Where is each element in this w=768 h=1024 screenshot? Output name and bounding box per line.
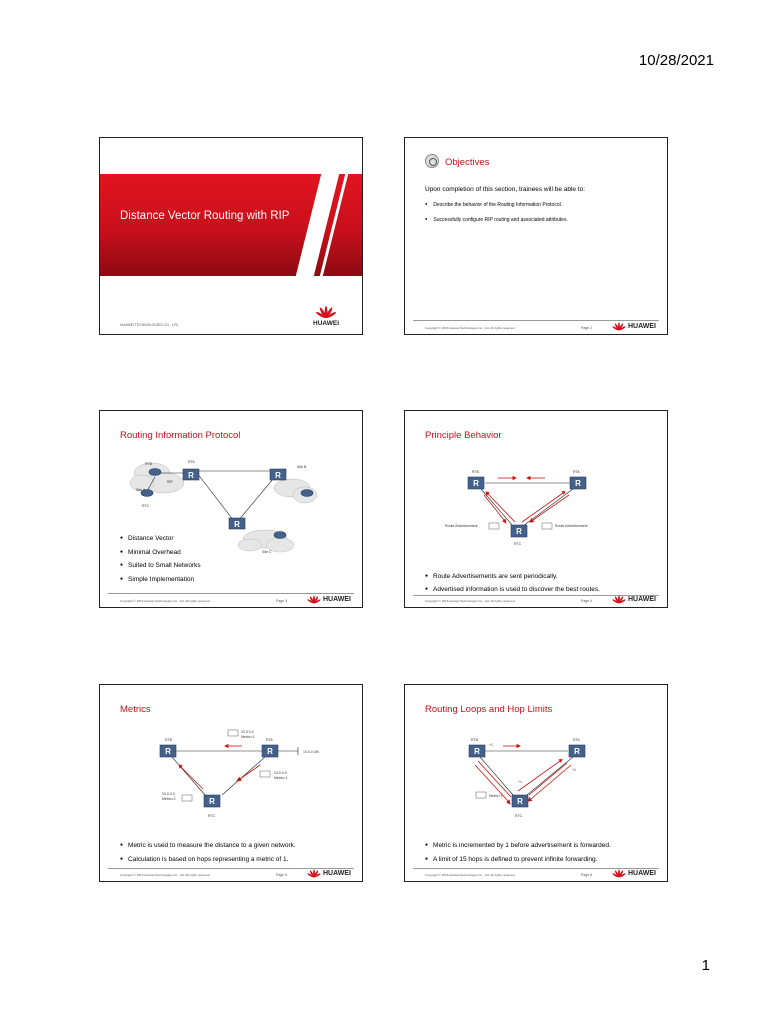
copyright: Copyright © 2016 Huawei Technologies Co., Ltd. All rights reserved. — [425, 873, 516, 877]
slide-page-number: Page 6 — [581, 873, 593, 877]
slide-6 — [404, 684, 668, 882]
huawei-logo — [611, 869, 657, 879]
bullet-item: ● Suited to Small Networks — [120, 562, 201, 569]
copyright: Copyright © 2016 Huawei Technologies Co., Ltd. All rights reserved. — [120, 599, 211, 603]
bullet-item: ● Successfully configure RIP routing and associated attributes. — [425, 217, 568, 223]
copyright: Copyright © 2016 Huawei Technologies Co., Ltd. All rights reserved. — [425, 599, 516, 603]
label-rtc: RTC — [514, 542, 522, 546]
huawei-logo-icon — [611, 595, 627, 605]
objectives-icon — [425, 154, 439, 168]
slide-title: Metrics — [120, 704, 151, 715]
label-plus-mid: +1 — [518, 780, 522, 784]
slide-title: Distance Vector Routing with RIP — [120, 210, 290, 222]
label-rta: RTA — [266, 738, 273, 742]
metrics-diagram — [100, 685, 363, 882]
label-route-advertisement-left: Route Advertisement — [445, 524, 478, 528]
svg-text:R: R — [474, 747, 480, 756]
routing-loops-diagram — [405, 685, 668, 882]
bullet-item: ● Advertised information is used to discover the best routes. — [425, 586, 600, 593]
huawei-logo — [306, 869, 352, 879]
logo-word: HUAWEI — [628, 596, 656, 603]
label-plus-top: +1 — [489, 743, 493, 747]
logo-word: HUAWEI — [313, 320, 339, 327]
page-number: 1 — [701, 957, 710, 974]
label-mid-metric: Metric=1 — [274, 776, 288, 780]
page-date: 10/28/2021 — [638, 52, 714, 69]
router-glyph-rta: R — [188, 471, 194, 480]
slide-page-number: Page 2 — [581, 326, 593, 330]
svg-text:R: R — [267, 747, 273, 756]
slide-3 — [99, 410, 363, 608]
label-rtb: RTB — [145, 462, 152, 466]
label-rtc: RTC — [208, 814, 216, 818]
slide-page-number: Page 5 — [276, 873, 288, 877]
router-glyph-rtc-site: R — [234, 520, 240, 529]
huawei-logo-icon — [314, 306, 338, 320]
company-line: HUAWEI TECHNOLOGIES CO., LTD. — [120, 323, 180, 327]
slide-4 — [404, 410, 668, 608]
bullet-item: ● A limit of 15 hops is defined to prevent infinite forwarding. — [425, 856, 597, 863]
huawei-logo-icon — [306, 869, 322, 879]
label-metric: Metric+1 — [489, 794, 503, 798]
slide-5 — [99, 684, 363, 882]
logo-word: HUAWEI — [323, 870, 351, 877]
bullet-item: ● Describe the behavior of the Routing Information Protocol. — [425, 202, 562, 208]
svg-text:R: R — [165, 747, 171, 756]
label-route-advertisement-right: Route Advertisement — [555, 524, 588, 528]
svg-text:R: R — [575, 479, 581, 488]
label-rtc: RTC — [515, 814, 523, 818]
bullet-item: ● Metric is incremented by 1 before advertisement is forwarded. — [425, 842, 611, 849]
label-site-b: Site B — [297, 465, 307, 469]
label-plus-right: +1 — [572, 768, 576, 772]
bullet-item: ● Route Advertisements are sent periodically. — [425, 573, 558, 580]
label-site-c: Site C — [262, 550, 272, 554]
bullet-item: ● Metric is used to measure the distance to a given network. — [120, 842, 296, 849]
label-network: 10.0.0.0/8 — [303, 750, 319, 754]
bullet-item: ● Distance Vector — [120, 535, 174, 542]
huawei-logo — [611, 595, 657, 605]
copyright: Copyright © 2016 Huawei Technologies Co., Ltd. All rights reserved. — [425, 326, 516, 330]
copyright: Copyright © 2016 Huawei Technologies Co., Ltd. All rights reserved. — [120, 873, 211, 877]
slide-page-number: Page 3 — [276, 599, 288, 603]
svg-text:R: R — [574, 747, 580, 756]
huawei-logo — [306, 595, 352, 605]
label-top-net: 10.0.0.0 — [241, 730, 254, 734]
slide-1 — [99, 137, 363, 335]
bullet-item: ● Calculation is based on hops representing a metric of 1. — [120, 856, 288, 863]
label-site-a: Site A — [136, 488, 146, 492]
logo-word: HUAWEI — [628, 323, 656, 330]
label-left-net: 10.0.0.0 — [162, 792, 175, 796]
objectives-lead: Upon completion of this section, trainees will be able to: — [425, 186, 586, 193]
svg-text:R: R — [209, 797, 215, 806]
huawei-logo-icon — [611, 869, 627, 879]
label-mid-net: 10.0.0.0 — [274, 771, 287, 775]
svg-text:R: R — [517, 797, 523, 806]
slide-2 — [404, 137, 668, 335]
slide-title: Principle Behavior — [425, 430, 502, 441]
bullet-item: ● Minimal Overhead — [120, 549, 181, 556]
label-rip: RIP — [167, 480, 173, 484]
huawei-logo-icon — [611, 322, 627, 332]
advertisement-icon-left — [489, 523, 499, 529]
footer-divider — [108, 593, 354, 594]
bullet-item: ● Simple Implementation — [120, 576, 194, 583]
slide-title: Routing Loops and Hop Limits — [425, 704, 553, 715]
label-top-metric: Metric=1 — [241, 735, 255, 739]
label-left-metric: Metric=2 — [162, 797, 176, 801]
label-rta: RTA — [188, 460, 195, 464]
label-rtb: RTB — [471, 738, 478, 742]
huawei-logo-icon — [306, 595, 322, 605]
footer-divider — [413, 320, 659, 321]
svg-text:R: R — [516, 527, 522, 536]
label-rtb: RTB — [472, 470, 479, 474]
router-glyph-rtb-site: R — [275, 471, 281, 480]
label-rtb: RTB — [165, 738, 172, 742]
label-rta: RTA — [573, 470, 580, 474]
svg-text:R: R — [473, 479, 479, 488]
slide-title: Routing Information Protocol — [120, 430, 241, 441]
slide-title: Objectives — [445, 157, 490, 168]
label-rta: RTA — [573, 738, 580, 742]
advertisement-icon-right — [542, 523, 552, 529]
slide-page-number: Page 4 — [581, 599, 593, 603]
huawei-logo — [611, 322, 657, 332]
logo-word: HUAWEI — [628, 870, 656, 877]
label-rtc: RTC — [142, 504, 150, 508]
logo-word: HUAWEI — [323, 596, 351, 603]
huawei-logo — [306, 306, 346, 328]
